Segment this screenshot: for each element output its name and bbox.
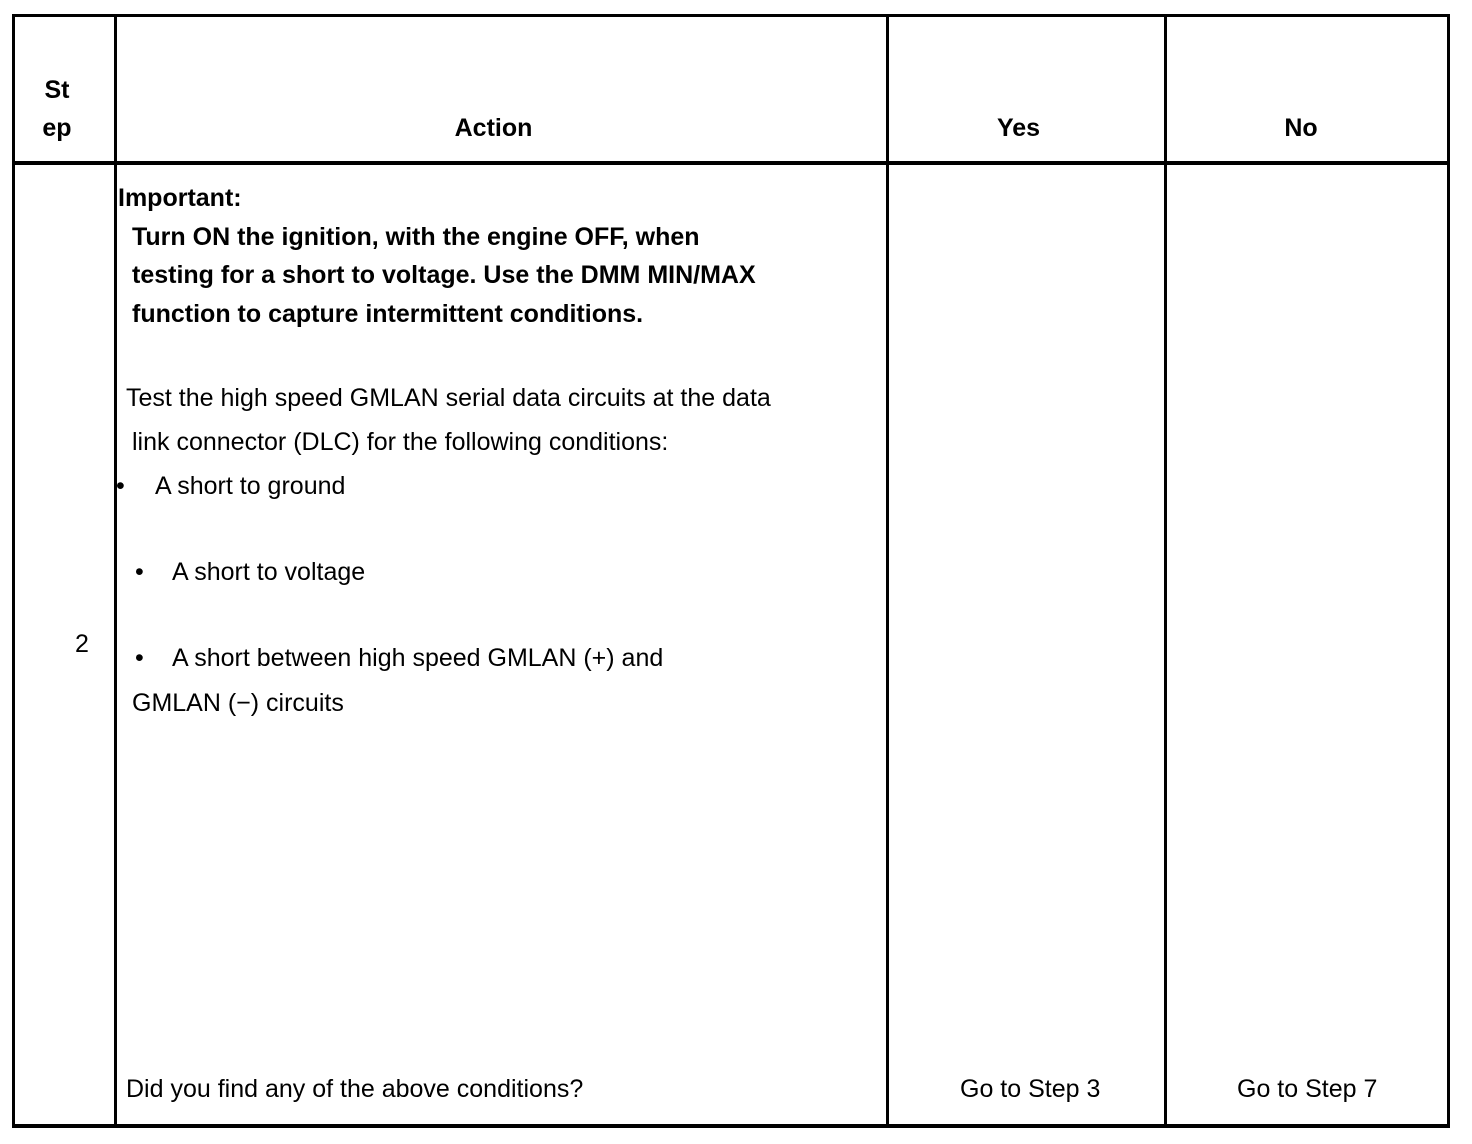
yes-result: Go to Step 3 [960, 1075, 1101, 1103]
header-action: Action [454, 114, 533, 142]
bullet-2-symbol: • [135, 558, 144, 586]
column-divider-yes [1164, 17, 1167, 1124]
header-step-line2: ep [42, 114, 72, 142]
bullet-1-text: A short to ground [155, 472, 346, 500]
important-line-1: Turn ON the ignition, with the engine OFF, when [132, 223, 700, 251]
bullet-2-text: A short to voltage [172, 558, 366, 586]
header-step-line1: St [44, 76, 70, 104]
important-label: Important: [118, 184, 242, 212]
header-divider [15, 161, 1447, 165]
step-number: 2 [75, 630, 89, 658]
bullet-3-text: A short between high speed GMLAN (+) and [172, 644, 664, 672]
header-yes: Yes [996, 114, 1041, 142]
column-divider-action [886, 17, 889, 1124]
bullet-1-symbol: • [116, 472, 125, 500]
header-no: No [1284, 114, 1318, 142]
important-line-3: function to capture intermittent conditions. [132, 300, 644, 328]
test-line-2: link connector (DLC) for the following conditions: [132, 428, 669, 456]
no-result: Go to Step 7 [1237, 1075, 1378, 1103]
question-text: Did you find any of the above conditions? [126, 1075, 584, 1103]
bullet-3-continuation: GMLAN (−) circuits [132, 689, 344, 717]
bullet-3-symbol: • [135, 644, 144, 672]
test-line-1: Test the high speed GMLAN serial data circuits at the data [126, 384, 771, 412]
column-divider-step [114, 17, 117, 1124]
important-line-2: testing for a short to voltage. Use the DMM MIN/MAX [132, 261, 756, 289]
